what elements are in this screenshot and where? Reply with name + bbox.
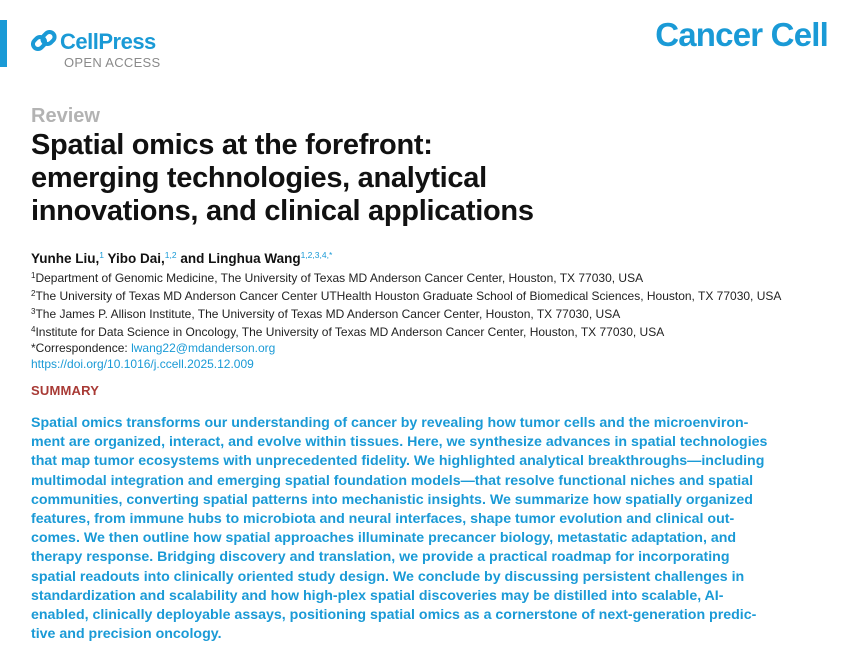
affiliations bbox=[31, 268, 781, 372]
title-line: Spatial omics at the forefront: bbox=[31, 129, 433, 161]
summary-line: ment are organized, interact, and evolve within tissues. Here, we synthesize advances in spatial technologies bbox=[31, 434, 768, 451]
summary-line: tive and precision oncology. bbox=[31, 626, 222, 643]
summary-heading: SUMMARY bbox=[31, 383, 100, 398]
summary-line: communities, converting spatial patterns into mechanistic insights. We summarize how spatially organized bbox=[31, 491, 753, 508]
title-line: innovations, and clinical applications bbox=[31, 195, 534, 227]
affiliation: $^3$The James P. Allison Institute, The University of Texas MD Anderson Cancer Center, Houston, TX 77030, USA bbox=[31, 307, 621, 321]
affiliation: $^1$Department of Genomic Medicine, The University of Texas MD Anderson Cancer Center, Houston, TX 77030, USA bbox=[31, 271, 644, 285]
publisher-logo[interactable] bbox=[31, 29, 156, 55]
article-title bbox=[31, 129, 534, 228]
publisher-name: CellPress bbox=[60, 29, 156, 54]
cellpress-link-icon bbox=[31, 29, 57, 55]
correspondence-email-link[interactable]: lwang22@mdanderson.org bbox=[131, 341, 276, 355]
summary-line: enabled, clinically deployable assays, positioning spatial omics as a cornerstone of next-generation predic- bbox=[31, 607, 757, 624]
author-affil-ref[interactable]: 1 bbox=[99, 250, 104, 260]
summary-line: therapy response. Bridging discovery and translation, we provide a practical roadmap for incorporating bbox=[31, 549, 730, 566]
author-name: and Linghua Wang bbox=[176, 251, 301, 266]
author-name: Yunhe Liu, bbox=[31, 251, 100, 266]
title-line: emerging technologies, analytical bbox=[31, 162, 487, 194]
summary-line: spatial readouts into clinically oriented study design. We conclude by discussing persistent challenges in bbox=[31, 568, 745, 585]
author-affil-ref[interactable]: 1,2 bbox=[164, 250, 177, 260]
author-name: Yibo Dai, bbox=[104, 251, 165, 266]
journal-name: Cancer Cell bbox=[655, 16, 828, 53]
article-type: Review bbox=[31, 105, 100, 127]
summary-line: standardization and scalability and how high-plex spatial discoveries may be distilled into scalable, AI- bbox=[31, 587, 724, 604]
open-access-label: OPEN ACCESS bbox=[64, 55, 161, 70]
affiliation: $^2$The University of Texas MD Anderson Cancer Center UTHealth Houston Graduate School of Biomedical Sciences, Houston, TX 77030, USA bbox=[31, 289, 782, 303]
summary-line: features, from immune hubs to microbiota and neural interfaces, shape tumor evolution and clinical out- bbox=[31, 511, 735, 528]
correspondence: *Correspondence: lwang22@mdanderson.org bbox=[31, 341, 276, 355]
author-list bbox=[31, 250, 332, 266]
doi-link[interactable]: https://doi.org/10.1016/j.ccell.2025.12.009 bbox=[31, 357, 254, 371]
accent-bar bbox=[0, 20, 7, 67]
affiliation: $^4$Institute for Data Science in Oncology, The University of Texas MD Anderson Cancer Center, Houston, TX 77030, USA bbox=[31, 325, 665, 339]
summary-line: that map tumor ecosystems with unprecedented fidelity. We highlighted analytical breakthroughs—including bbox=[31, 453, 765, 470]
summary-text bbox=[31, 414, 831, 644]
summary-line: comes. We then outline how spatial approaches illuminate precancer biology, metastatic adaptation, and bbox=[31, 530, 737, 547]
summary-line: Spatial omics transforms our understanding of cancer by revealing how tumor cells and the microenviron- bbox=[31, 415, 749, 431]
summary-line: multimodal integration and emerging spatial foundation models—that resolve functional niches and spatial bbox=[31, 472, 754, 489]
author-affil-ref[interactable]: 1,2,3,4,* bbox=[300, 250, 333, 260]
